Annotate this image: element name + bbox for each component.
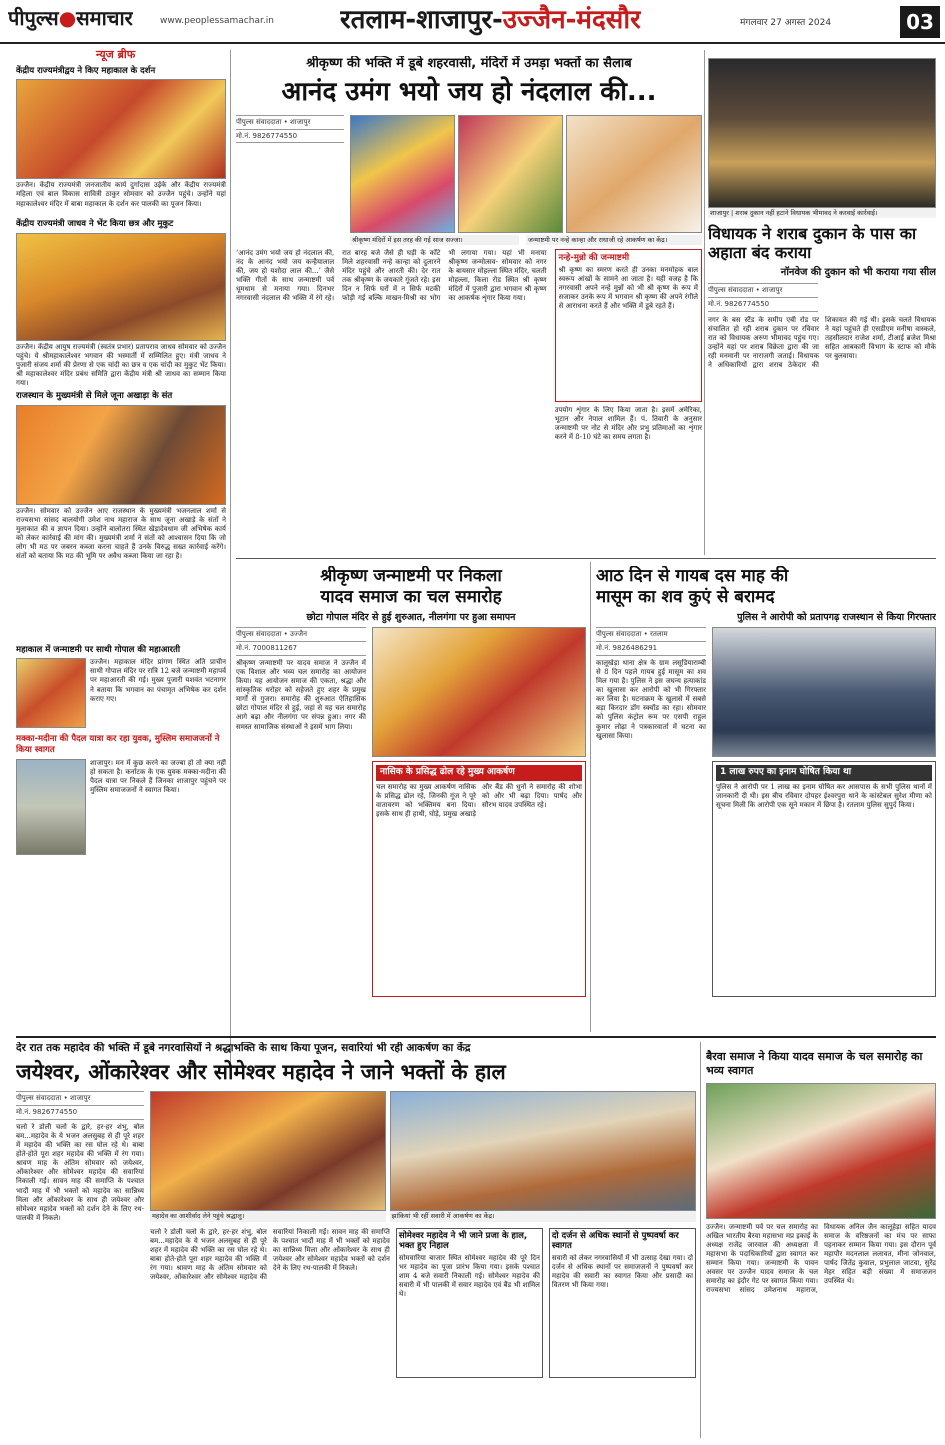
mahadev-byline: पीपुल्स संवाददाता • शाजापुर bbox=[16, 1091, 144, 1106]
missing-subhead: पुलिस ने आरोपी को प्रतापगढ़ राजस्थान से किया गिरफ्तार bbox=[737, 611, 936, 623]
janmashtami-body: ‘आनंद उमंग भयो जय हो नंदलाल की, नंद के आनंद भयो जय कन्हैयालाल की, जय हो यशोदा लाल की...’ जैसे भक्ति गीतों के साथ जन्माष्टमी पर्व धूमधाम से मनाया गया। दिनभर नगरवासी नंदलाल की भक्ति में रंगे रहे। रात बारह बजे जैसे ही घड़ी के काँटे मिले शहरवासी नन्हे कान्हा को दुलारने मंदिर पहुंचे और आरती की। देर रात तक श्रीकृष्ण के जयकारे गूंजते रहे। इस दिन न सिर्फ घरों में न सिर्फ मटकी फोड़ी गई बल्कि माखन-मिश्री का भोग भी लगाया गया। यहां भी मनाया श्रीकृष्ण जन्मोत्सव- सोमवार को नगर के बायसार मोहल्ला स्थित मंदिर, चलती मोहल्ला, किला रोड स्थित श्री कृष्ण मंदिरों में पुजारी द्वारा भगवान श्री कृष्ण का आकर्षक शृंगार किया गया। bbox=[236, 248, 547, 303]
brief-title-1[interactable]: केंद्रीय राज्यमंत्रीद्वय ने किए महाकाल के दर्शन bbox=[16, 65, 156, 76]
brief-title-3[interactable]: राजस्थान के मुख्यमंत्री से मिले जूना अखाड़ा के संत bbox=[16, 391, 173, 401]
janmashtami-mobile: मो.नं. 9826774550 bbox=[236, 130, 344, 144]
someshwar-box-body: सोमवारिया बाजार स्थित सोमेश्वर महादेव की पूरे दिन भर महादेव का पूजा प्रारंभ किया गया। इसके पश्चात शाम 4 बजे सवारी निकाली गई। सोमेश्वर महादेव की सवारी में भी पालकी में सवार महादेव एवं बैंड भी शामिल थे। bbox=[398, 1253, 540, 1299]
yadav-headline-a[interactable]: श्रीकृष्ण जन्माष्टमी पर निकला bbox=[320, 566, 502, 586]
yadav-procession-photo bbox=[372, 627, 586, 757]
masthead bbox=[0, 0, 945, 44]
page-number: 03 bbox=[900, 6, 940, 38]
flower-box-title: दो दर्जन से अधिक स्थानों से पुष्पवर्षा कर स्वागत bbox=[551, 1230, 679, 1252]
kids-box-body: श्री कृष्ण का स्मरण करते ही उनका मनमोहक बाल स्वरूप आंखों के सामने आ जाता है। यही वजह है कि नगरवासी अपने नन्हे मुन्नों को भी श्री कृष्ण के रूप में सजाकर उनके रूप में भगवान श्री कृष्ण की अपने रंगीले से आराधना करते हैं और भक्ति में डूबे रहते हैं। bbox=[558, 265, 698, 310]
police-press-photo bbox=[712, 627, 936, 757]
site-url[interactable]: www.peoplessamachar.in bbox=[160, 16, 274, 26]
someshwar-box-title: सोमेश्वर महादेव ने भी जाने प्रजा के हाल, भक्त हुए निहाल bbox=[398, 1230, 528, 1252]
missing-body: कालूखेड़ा थाना क्षेत्र के ग्राम लसूडियाराम्बी से 8 दिन पहले गायब हुई मासूम का शव मिल गया है। पुलिस ने इस जघन्य हत्याकांड का खुलासा कर आरोपी को भी गिरफ्तार कर लिया है। घटनाक्रम के खुलासे में सबसे बड़ा किरदार डॉग स्क्वॉड का रहा। सोमवार को पुलिस कंट्रोल रूम पर एसपी राहुल कुमार लोढ़ा ने पत्रकारवार्ता में घटना का खुलासा किया। bbox=[596, 658, 706, 740]
liquor-byline: पीपुल्स संवाददाता • शाजापुर bbox=[708, 283, 818, 298]
yadav-story bbox=[236, 566, 586, 1031]
mahadev-body-continued: चलो रे डोली चलो के द्वारे, हर-हर शंभु, बोल बम...महादेव के ये भजन अलसुबह से ही पूरे शहर में महादेव की भक्ति का रस घोल रहे थे। बाबा होते-होते पूरा शहर महादेव की भक्ति में रंग गया। श्रावण माह के अंतिम सोमवार को जयेश्वर, ओंकारेश्वर और सोमेश्वर महादेव की सवारियां निकाली गईं। सावन माह की समाप्ति के पश्चात भादौं माह में भी भक्तों को महादेव का सान्निध्य मिला और ओंकारेश्वर के साथ ही जयेश्वर और सोमेश्वर महादेव भक्तों को दर्शन देने के लिए रथ-पालकी में निकले। bbox=[150, 1227, 390, 1281]
nashik-box-title: नासिक के प्रसिद्ध ढोल रहे मुख्य आकर्षण bbox=[376, 765, 582, 780]
brand-logo bbox=[8, 6, 133, 31]
liquor-subhead: नॉनवेज की दुकान को भी कराया गया सील bbox=[780, 266, 936, 278]
missing-child-story bbox=[596, 566, 936, 1031]
missing-headline-a[interactable]: आठ दिन से गायब दस माह की bbox=[596, 566, 789, 586]
brief-title-5[interactable]: मक्का-मदीना की पैदल यात्रा कर रहा युवक, मुस्लिम समाजजनों ने किया स्वागत bbox=[16, 734, 220, 755]
brief-photo-5 bbox=[16, 759, 86, 855]
someshwar-box bbox=[396, 1228, 543, 1378]
brand-dot-icon: ● bbox=[58, 6, 77, 30]
liquor-caption: शाजापुर | शराब दुकान नहीं हटाने विधायक भीमावद ने करवाई कार्रवाई। bbox=[708, 208, 936, 218]
issue-date: मंगलवार 27 अगस्त 2024 bbox=[740, 18, 832, 28]
temple-decoration-photo-1 bbox=[350, 115, 455, 233]
yadav-headline-b[interactable]: यादव समाज का चल समारोह bbox=[320, 587, 502, 608]
kids-box-title: नन्हे-मुन्नो की जन्माष्टमी bbox=[558, 252, 630, 263]
child-krishna-photo bbox=[566, 115, 702, 233]
bairwa-story bbox=[706, 1050, 936, 1438]
brief-photo-4 bbox=[16, 658, 86, 728]
janmashtami-story bbox=[236, 56, 702, 550]
mahadev-tableau-photo bbox=[390, 1091, 696, 1211]
mahadev-devotees-photo bbox=[150, 1091, 386, 1211]
news-brief-column bbox=[16, 48, 226, 1078]
yadav-subhead: छोटा गोपाल मंदिर से हुई शुरुआत, नीलगंगा पर हुआ समापन bbox=[306, 611, 516, 623]
liquor-story bbox=[708, 58, 936, 552]
mahadev-story bbox=[16, 1042, 696, 1440]
nashik-box-body: चल समारोह का मुख्य आकर्षण नासिक के प्रसिद्ध ढोल रहे, जिनकी गूंज ने पूरे वातावरण को भक्तिमय बना दिया। इसके साथ ही हाथी, घोड़े, प्रमुख अखाड़े और बैंड की धुनों ने समारोह की शोभा को और भी बढ़ा दिया। पार्षद और सौरभ यादव उपस्थित रहे। bbox=[376, 782, 582, 818]
reward-box bbox=[712, 761, 936, 996]
bairwa-body: उज्जैन। जन्माष्टमी पर्व पर चल समारोह का अखिल भारतीय बैरवा महासभा मप्र इकाई के अध्यक्ष राजेंद्र जारवाल की अध्यक्षता में महासभा के पदाधिकारियों द्वारा स्वागत कर सम्मान किया गया। जन्माष्टमी के पावन अवसर पर उज्जैन यादव समाज के चल समारोह का इंदौर गेट पर स्वागत किया गया। राज्यसभा सांसद उमेशनाथ महाराज, विधायक अनिल जैन कालूहेड़ा सहित यादव समाज के वरिष्ठजनों का मंच पर साफा पहनाकर सम्मान किया गया। इस दौरान पूर्व महापौर मदनलाल ललावत, मीना जोनवाल, पार्षद जितेंद्र कुवाल, प्रभुलाल जाटवा, सुरेंद्र मेहर सहित बड़ी संख्या में समाजजन उपस्थित थे। bbox=[706, 1222, 936, 1295]
reward-box-body: पुलिस ने आरोपी पर 1 लाख का इनाम घोषित कर आसपास के सभी पुलिस थानों में जानकारी दी थी। इस बीच रविवार दोपहर ईश्वरपुरा थाने के कांस्टेबल सुरेश मीणा को सूचना मिली कि आरोपी एक सूने मकान में छिपा है। रतलाम पुलिस सुपुर्द किया। bbox=[716, 782, 932, 809]
yadav-byline: पीपुल्स संवाददाता • उज्जैन bbox=[236, 627, 366, 642]
flower-welcome-box bbox=[549, 1228, 696, 1378]
kids-janmashtami-box bbox=[555, 249, 702, 402]
brief-caption-3: उज्जैन। सोमवार को उज्जैन आए राजस्थान के मुख्यमंत्री भजनलाल शर्मा से राज्यसभा सांसद बालयोगी उमेश नाथ महाराज के साथ जूना अखाड़े के संतों ने मुलाकात की व ज्ञापन दिया। उन्होंने बालोतरा स्थित खेड़ादेवधाम जी अभिषेक कार्य को लेकर कार्रवाई की मांग की। मुख्यमंत्री शर्मा ने संतों को आश्वासन दिया कि जो लोग भी मठ पर जबरन कब्जा करना चाहते हैं उनके विरुद्ध सख्त कार्रवाई करेंगे। संतों को बताया कि मठ की भूमि पर अवैध कब्जा किया जा रहा है। bbox=[16, 506, 226, 561]
column-divider bbox=[590, 562, 591, 1032]
brief-photo-1 bbox=[16, 79, 226, 179]
flower-box-body: सवारी को लेकर नगरवासियों में भी उत्साह देखा गया। दो दर्जन से अधिक स्थानों पर समाजजनों ने पुष्पवर्षा कर महादेव की सवारी का स्वागत किया और प्रसादी का वितरण भी किया गया। bbox=[551, 1253, 693, 1290]
mahadev-caption-1: महादेव का आशीर्वाद लेने पहुंचे श्रद्धालु। bbox=[150, 1211, 386, 1221]
edition-title-a: रतलाम-शाजापुर- bbox=[340, 5, 503, 35]
liquor-body: नगर के बस स्टैंड के समीप एबी रोड पर संचालित हो रही शराब दुकान पर रविवार रात को विधायक अरुण भीमावद पहुंच गए। उन्होंने यहां पर शराब विक्रेता द्वारा की जा रही मनमानी पर नाराजगी जताई। विधायक ने अधिकारियों द्वारा शराब ठेकेदार की शिकायत की गई थी। इसके चलते विधायक ने यहां पहुंचते ही एसडीएम मनीषा वास्कले, तहसीलदार राजेश शर्मा, टीआई ब्रजेश मिश्रा सहित आबकारी विभाग के स्टाफ को मौके पर बुलवाया। bbox=[708, 315, 936, 369]
brief-title-2[interactable]: केंद्रीय राज्यमंत्री जाधव ने भेंट किया छत्र और मुकुट bbox=[16, 219, 174, 230]
mahadev-body: चलो रे डोली चलो के द्वारे, हर-हर शंभु, बोल बम...महादेव के ये भजन अलसुबह से ही पूरे शहर में महादेव की भक्ति का रस घोल रहे थे। बाबा होते-होते पूरा शहर महादेव की भक्ति में रंग गया। श्रावण माह के अंतिम सोमवार को जयेश्वर, ओंकारेश्वर और सोमेश्वर महादेव की सवारियां निकाली गईं। सावन माह की समाप्ति के पश्चात भादौं माह में भी भक्तों को महादेव का सान्निध्य मिला और ओंकारेश्वर के साथ ही जयेश्वर और सोमेश्वर महादेव भक्तों को दर्शन देने के लिए रथ-पालकी में निकले। bbox=[16, 1122, 144, 1222]
missing-headline-b[interactable]: मासूम का शव कुएं से बरामद bbox=[596, 587, 775, 608]
section-divider bbox=[16, 1036, 936, 1038]
brand-name-b: समाचार bbox=[76, 6, 133, 30]
brief-caption-2: उज्जैन। केंद्रीय आयुष राज्यमंत्री (स्वतंत्र प्रभार) प्रतापराव जाधव सोमवार को उज्जैन पहुंचे। ये श्रीमहाकालेश्वर भगवान की भस्मार्ती में सम्मिलित हुए। मंत्री जाधव ने पुजारी संजय शर्मा की प्रेरणा से एक चांदी का छत्र व एक चांदी का मुकुट भेंट किया। श्री महाकालेश्वर मंदिर प्रबंध समिति द्वारा केंद्रीय मंत्री श्री जाधव का सम्मान किया गया। bbox=[16, 343, 226, 387]
yadav-body: श्रीकृष्ण जन्माष्टमी पर यादव समाज ने उज्जैन में एक विशाल और भव्य चल समारोह का आयोजन किया। यह आयोजन समाज की एकता, श्रद्धा और सांस्कृतिक धरोहर को सहेजते हुए शहर के प्रमुख मार्गों से गुजरा। समारोह की शुरुआत ऐतिहासिक छोटा गोपाल मंदिर से हुई, जहां से यह चल समारोह आगे बढ़ा और नीलगंगा पर संपन्न हुआ। नगर की समस्त सामाजिक संस्थाओं ने इसमें भाग लिया। bbox=[236, 658, 366, 731]
mahadev-mobile: मो.नं. 9826774550 bbox=[16, 1106, 144, 1120]
janmashtami-headline[interactable]: आनंद उमंग भयो जय हो नंदलाल की... bbox=[281, 77, 657, 108]
brief-caption-4: उज्जैन। महाकाल मंदिर प्रांगण स्थित अति प्राचीन साथी गोपाल मंदिर पर रात्रि 12 बजे जन्माष्टमी महापर्व पर महाआरती की गई। मुख्य पुजारी यशवंत भटनागर ने बताया कि भगवान का पंचामृत अभिषेक कर दर्शन कराए गए। bbox=[90, 658, 226, 703]
news-brief-label: न्यूज ब्रीफ bbox=[96, 48, 136, 61]
brief-caption-5: शाजापुर। मन में कुछ करने का जज्बा हो तो क्या नहीं हो सकता है। कर्नाटक के एक युवक मक्का-मदीना की पैदल यात्रा पर निकले हैं जिनका शाजापुर पहुंचने पर मुस्लिम समाजजनों ने स्वागत किया। bbox=[90, 758, 226, 794]
brand-name-a: पीपुल्स bbox=[8, 6, 59, 30]
janmashtami-kicker: श्रीकृष्ण की भक्ति में डूबे शहरवासी, मंदिरों में उमड़ा भक्तों का सैलाब bbox=[306, 56, 632, 71]
edition-title-b: उज्जैन-मंदसौर bbox=[502, 5, 641, 35]
column-divider bbox=[700, 1042, 701, 1438]
liquor-mobile: मो.नं. 9826774550 bbox=[708, 298, 818, 312]
mahadev-caption-2: झांकियां भी रहीं सवारी में आकर्षण का केंद्र। bbox=[390, 1211, 696, 1221]
reward-box-title: 1 लाख रुपए का इनाम घोषित किया था bbox=[716, 765, 932, 780]
column-divider bbox=[704, 50, 705, 555]
liquor-headline[interactable]: विधायक ने शराब दुकान के पास का अहाता बंद कराया bbox=[708, 224, 917, 263]
mahadev-kicker: देर रात तक महादेव की भक्ति में डूबे नगरवासियों ने श्रद्धाभक्ति के साथ किया पूजन, सवारियां भी रही आकर्षण का केंद्र bbox=[16, 1042, 471, 1054]
janmashtami-caption-1: श्रीकृष्ण मंदिरों में इस तरह की गई साज सज्जा। bbox=[350, 235, 519, 245]
nashik-dhol-box bbox=[372, 761, 586, 996]
janmashtami-body-2: उपयोग शृंगार के लिए किया जाता है। इसमें अमेरिका, भूटान और नेपाल शामिल हैं। पं. तिवारी के अनुसार जन्माष्टमी पर नोट से मंदिर और प्रभु प्रतिमाओं का शृंगार करने में 8-10 घंटे का समय लगता है। bbox=[554, 405, 702, 441]
section-divider bbox=[236, 558, 936, 559]
brief-photo-3 bbox=[16, 405, 226, 505]
brief-photo-2 bbox=[16, 233, 226, 341]
yadav-mobile: मो.नं. 7000811267 bbox=[236, 642, 366, 656]
missing-mobile: मो.नं. 9826486291 bbox=[596, 642, 706, 656]
temple-decoration-photo-2 bbox=[458, 115, 563, 233]
bairwa-welcome-photo bbox=[706, 1083, 936, 1219]
liquor-shop-photo bbox=[708, 58, 936, 208]
bairwa-headline[interactable]: बैरवा समाज ने किया यादव समाज के चल समारोह का भव्य स्वागत bbox=[706, 1050, 923, 1077]
janmashtami-byline: पीपुल्स संवाददाता • शाजापुर bbox=[236, 115, 344, 130]
column-divider bbox=[230, 50, 231, 1075]
janmashtami-caption-2: जन्माष्टमी पर नन्हे कान्हा और राधाजी रहे आकर्षण का केंद्र। bbox=[526, 235, 702, 245]
mahadev-headline[interactable]: जयेश्वर, ओंकारेश्वर और सोमेश्वर महादेव ने जाने भक्तों के हाल bbox=[16, 1060, 506, 1085]
brief-caption-1: उज्जैन। केंद्रीय राज्यमंत्री जनजातीय कार्य दुर्गादास उईके और केंद्रीय राज्यमंत्री महिला एवं बाल विकास सावित्री ठाकुर सोमवार को उज्जैन पहुंचे। उन्होंने यहां महाकालेश्वर मंदिर में बाबा महाकाल के दर्शन कर पालकी का पूजन किया। bbox=[16, 181, 226, 208]
brief-title-4[interactable]: महाकाल में जन्माष्टमी पर साथी गोपाल की महाआरती bbox=[16, 644, 181, 655]
missing-byline: पीपुल्स संवाददाता • रतलाम bbox=[596, 627, 706, 642]
edition-title bbox=[340, 4, 641, 37]
